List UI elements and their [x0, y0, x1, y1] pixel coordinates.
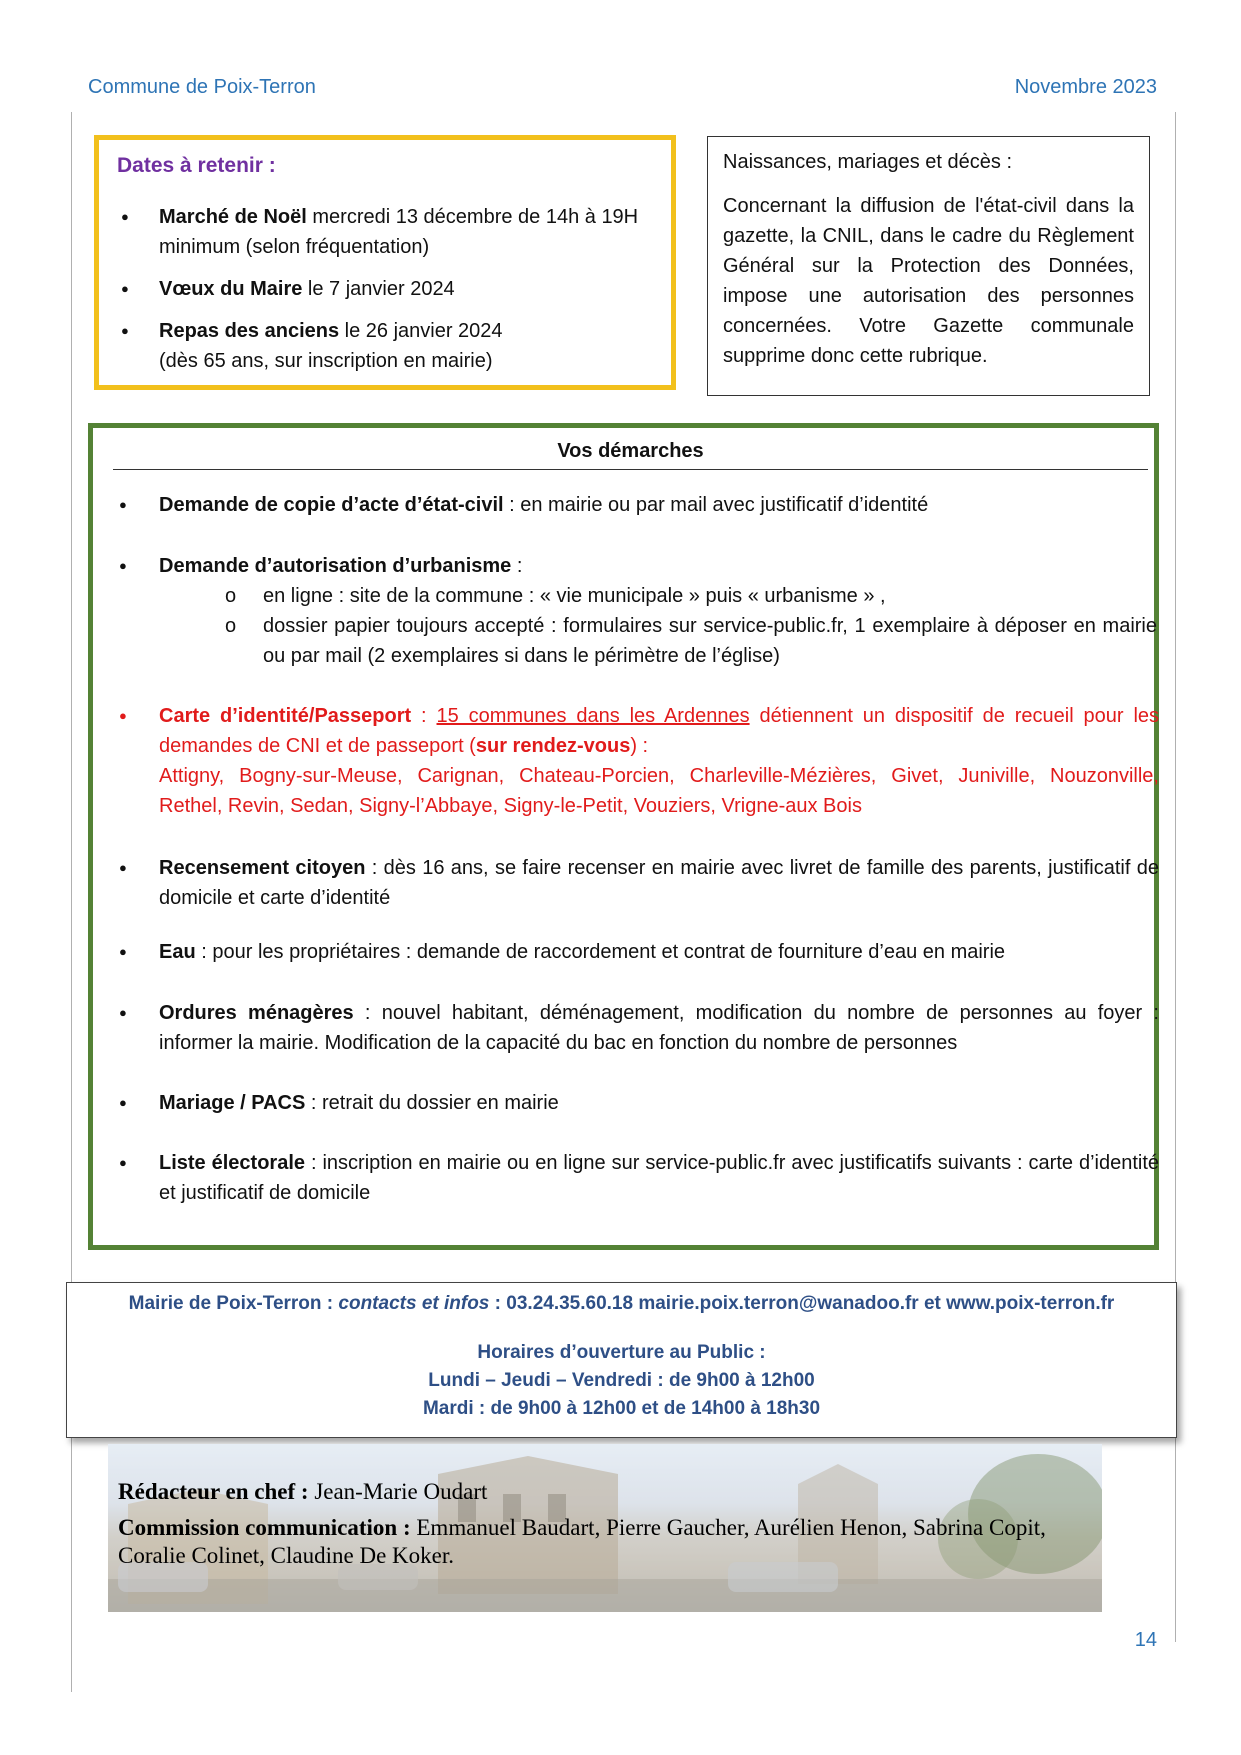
demarche-liste-electorale: [119, 1148, 1159, 1208]
commission-names: Emmanuel Baudart, Pierre Gaucher, Aurélien Henon, Sabrina Copit, Coralie Colinet, Claudine De Koker.: [118, 1515, 1046, 1568]
demarche-label: Eau: [159, 941, 196, 963]
contact-details: : 03.24.35.60.18 mairie.poix.terron@wanadoo.fr et www.poix-terron.fr: [489, 1293, 1115, 1314]
etat-civil-title: Naissances, mariages et décès :: [723, 151, 1013, 173]
demarche-text: : en mairie ou par mail avec justificatif d’identité: [503, 494, 929, 516]
event-detail: le 7 janvier 2024: [302, 278, 455, 300]
commission-line: [118, 1514, 1078, 1570]
urbanisme-sub-online: [225, 581, 1157, 611]
demarche-label: Liste électorale: [159, 1152, 306, 1174]
etat-civil-box: [707, 136, 1150, 396]
demarche-eau: [119, 937, 1159, 967]
event-name: Repas des anciens: [159, 320, 340, 342]
bullet: ●: [119, 1095, 127, 1110]
demarches-title: Vos démarches: [113, 440, 1148, 470]
redacteur-line: [118, 1478, 1078, 1506]
dates-box: [94, 135, 676, 390]
demarche-text-end: ) :: [630, 735, 649, 757]
hours-title: Horaires d’ouverture au Public :: [477, 1342, 766, 1363]
demarche-sep: :: [411, 705, 437, 727]
contacts-infos: contacts et infos: [338, 1293, 490, 1314]
dates-list: [159, 202, 659, 388]
header-commune: Commune de Poix-Terron: [88, 76, 316, 98]
list-item: [159, 274, 659, 304]
demarche-text: : retrait du dossier en mairie: [305, 1092, 559, 1114]
demarche-text: : pour les propriétaires : demande de raccordement et contrat de fourniture d’eau en mairie: [195, 941, 1006, 963]
header-date: Novembre 2023: [1014, 76, 1157, 98]
event-name: Marché de Noël: [159, 206, 307, 228]
demarche-ordures: [119, 998, 1159, 1058]
sub-text: dossier papier toujours accepté : formulaires sur service-public.fr, 1 exemplaire à déposer en mairie ou par mail (2 exemplaires si dans le périmètre de l’église): [263, 615, 1157, 667]
event-detail: mercredi 13 décembre de 14h à 19H minimum (selon fréquentation): [159, 206, 639, 258]
demarche-text: : nouvel habitant, déménagement, modification du nombre de personnes au foyer : informer la mairie. Modification de la capacité du bac en fonction du nombre de personnes: [159, 1002, 1159, 1054]
bullet: ●: [119, 1155, 127, 1170]
bullet: ●: [119, 708, 127, 723]
page-number: 14: [1134, 1629, 1157, 1651]
commission-label: Commission communication :: [118, 1515, 411, 1540]
opening-hours: [67, 1339, 1176, 1423]
bullet: ●: [119, 1005, 127, 1020]
sub-bullet: o: [225, 585, 237, 607]
contact-line: [67, 1293, 1176, 1315]
dates-title: Dates à retenir :: [117, 154, 276, 177]
demarche-text: : inscription en mairie ou en ligne sur service-public.fr avec justificatifs suivants : carte d’identité et justificatif de domicile: [159, 1152, 1159, 1204]
demarche-label: Recensement citoyen: [159, 857, 366, 879]
urbanisme-sub-paper: [225, 611, 1157, 671]
redacteur-name: Jean-Marie Oudart: [308, 1479, 488, 1504]
demarche-label: Mariage / PACS: [159, 1092, 306, 1114]
event-detail: le 26 janvier 2024: [339, 320, 503, 342]
sub-text: en ligne : site de la commune : « vie municipale » puis « urbanisme » ,: [263, 585, 886, 607]
demarche-mariage: [119, 1088, 1159, 1118]
event-name: Vœux du Maire: [159, 278, 303, 300]
hours-line-2: Mardi : de 9h00 à 12h00 et de 14h00 à 18h30: [422, 1398, 821, 1419]
event-detail: (dès 65 ans, sur inscription en mairie): [159, 350, 493, 372]
demarche-label: Ordures ménagères: [159, 1002, 354, 1024]
sub-bullet: o: [225, 615, 237, 637]
list-item: [159, 202, 659, 262]
demarche-text: : dès 16 ans, se faire recenser en mairie avec livret de famille des parents, justificatif de domicile et carte d’identité: [159, 857, 1160, 909]
demarche-text: :: [511, 555, 523, 577]
contact-box: [66, 1282, 1177, 1438]
etat-civil-body: Concernant la diffusion de l'état-civil dans la gazette, la CNIL, dans le cadre du Règlement Général sur la Protection des Données, impose une autorisation des personnes concernées. Votre Gazette communale supprime donc cette rubrique.: [723, 195, 1134, 367]
credits: [118, 1478, 1078, 1578]
rdv-label: sur rendez-vous: [475, 735, 631, 757]
redacteur-label: Rédacteur en chef :: [118, 1479, 309, 1504]
hours-line-1: Lundi – Jeudi – Vendredi : de 9h00 à 12h00: [428, 1370, 815, 1391]
mairie-name: Mairie de Poix-Terron :: [128, 1293, 339, 1314]
demarche-label: Carte d’identité/Passeport: [159, 705, 412, 727]
demarche-carte-identite: [119, 701, 1160, 821]
bullet: ●: [119, 558, 127, 573]
bullet: ●: [119, 944, 127, 959]
demarche-label: Demande de copie d’acte d’état-civil: [159, 494, 504, 516]
left-margin-line: [71, 112, 72, 1692]
bullet: ●: [119, 860, 127, 875]
communes-list: Attigny, Bogny-sur-Meuse, Carignan, Chateau-Porcien, Charleville-Mézières, Givet, Juniville, Nouzonville, Rethel, Revin, Sedan, Signy-l’Abbaye, Signy-le-Petit, Vouziers, Vrigne-aux Bois: [159, 765, 1159, 817]
bullet: ●: [119, 497, 127, 512]
demarche-recensement: [119, 853, 1160, 913]
demarche-copie: [119, 490, 1159, 520]
demarche-text: détiennent un dispositif de recueil pour les demandes de CNI et de passeport (: [159, 705, 1160, 757]
list-item: [159, 316, 659, 376]
demarches-box: [88, 423, 1159, 1250]
communes-link[interactable]: 15 communes dans les Ardennes: [436, 705, 750, 727]
demarche-urbanisme: [119, 551, 1159, 581]
demarche-label: Demande d’autorisation d’urbanisme: [159, 555, 512, 577]
